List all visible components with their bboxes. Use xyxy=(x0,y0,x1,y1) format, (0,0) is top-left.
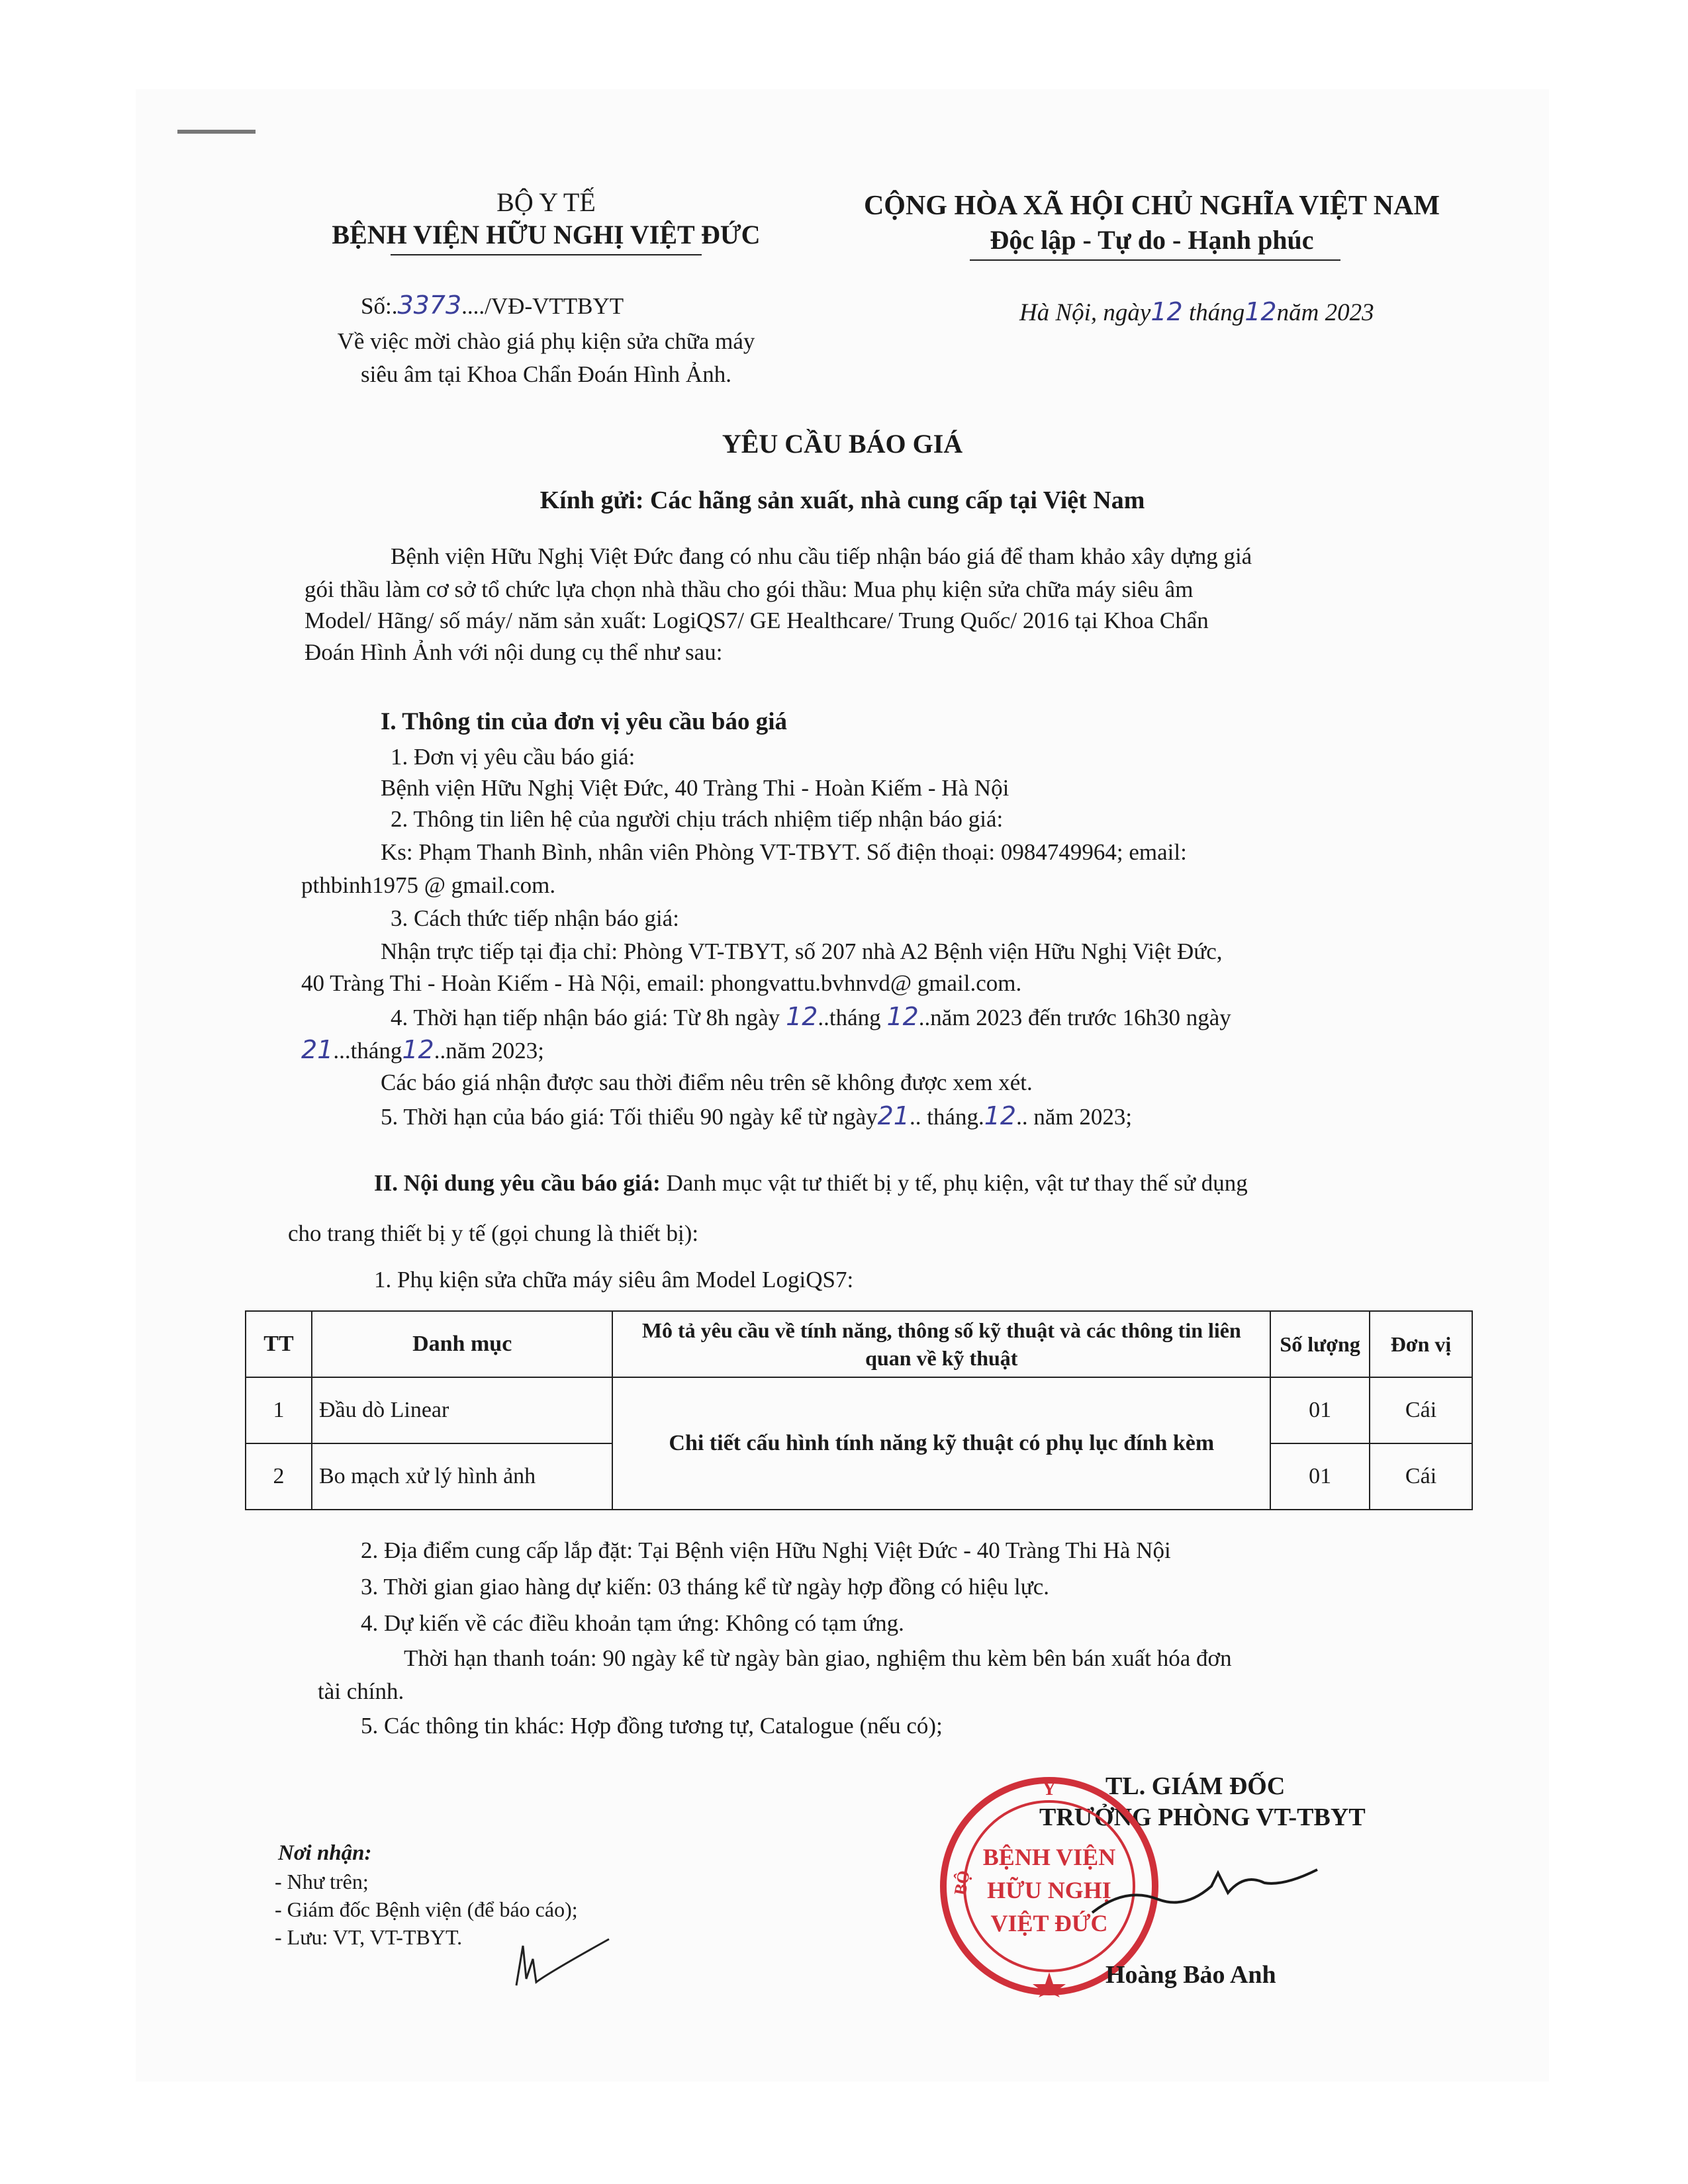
table-header-row xyxy=(246,1311,1472,1377)
document-number: Số:.3373..../VĐ-VTTBYT xyxy=(361,291,624,320)
date-line: Hà Nội, ngày12 tháng12năm 2023 xyxy=(1019,297,1374,326)
intro-line-2: gói thầu làm cơ sở tổ chức lựa chọn nhà thầu cho gói thầu: Mua phụ kiện sửa chữa máy siêu âm xyxy=(305,576,1194,602)
section-1-item-5: 5. Thời hạn của báo giá: Tối thiểu 90 ngày kể từ ngày21.. tháng.12.. năm 2023; xyxy=(381,1101,1133,1130)
handwritten-validity-month: 12 xyxy=(984,1101,1017,1130)
section-1-item-3-email: 40 Tràng Thi - Hoàn Kiếm - Hà Nội, email: phongvattu.bvhnvd@ gmail.com. xyxy=(301,970,1022,996)
row-unit: Cái xyxy=(1370,1377,1472,1443)
subject-line-1: Về việc mời chào giá phụ kiện sửa chữa máy xyxy=(337,328,755,354)
list-item-4: 4. Dự kiến về các điều khoản tạm ứng: Không có tạm ứng. xyxy=(361,1610,904,1636)
ministry-name: BỘ Y TẾ xyxy=(496,187,596,217)
seal-side-text: BỘ xyxy=(950,1868,974,1897)
section-1-item-2-label: 2. Thông tin liên hệ của người chịu trách nhiệm tiếp nhận báo giá: xyxy=(391,806,1004,832)
header-tt: TT xyxy=(246,1311,312,1377)
document-title: YÊU CẦU BÁO GIÁ xyxy=(722,429,963,459)
header-category: Danh mục xyxy=(312,1311,613,1377)
signer-name: Hoàng Bảo Anh xyxy=(1105,1961,1276,1989)
row-category: Đầu dò Linear xyxy=(312,1377,613,1443)
section-1-item-4-note: Các báo giá nhận được sau thời điểm nêu trên sẽ không được xem xét. xyxy=(381,1069,1033,1095)
row-category: Bo mạch xử lý hình ảnh xyxy=(312,1443,613,1510)
handwritten-number: 3373 xyxy=(397,291,462,320)
section-1-item-2-value: Ks: Phạm Thanh Bình, nhân viên Phòng VT-TBYT. Số điện thoại: 0984749964; email: xyxy=(381,839,1187,865)
seal-top-letter: Y xyxy=(1042,1779,1056,1799)
recipient-line-3: - Lưu: VT, VT-TBYT. xyxy=(275,1925,463,1949)
row-description: Chi tiết cấu hình tính năng kỹ thuật có phụ lục đính kèm xyxy=(612,1377,1270,1510)
seal-line-1: BỆNH VIỆN xyxy=(982,1844,1116,1870)
section-1-item-1-value: Bệnh viện Hữu Nghị Việt Đức, 40 Tràng Thi - Hoàn Kiếm - Hà Nội xyxy=(381,775,1009,801)
table-row xyxy=(246,1377,1472,1443)
handwritten-start-day: 12 xyxy=(786,1002,818,1031)
payment-terms-cont: tài chính. xyxy=(318,1678,404,1704)
subject-line-2: siêu âm tại Khoa Chẩn Đoán Hình Ảnh. xyxy=(361,361,731,387)
section-1-item-2-email: pthbinh1975 @ gmail.com. xyxy=(301,872,556,898)
handwritten-end-month: 12 xyxy=(402,1035,434,1064)
recipient-line-1: - Như trên; xyxy=(275,1870,369,1893)
hospital-underline xyxy=(391,254,702,255)
row-quantity: 01 xyxy=(1270,1377,1370,1443)
list-item-2: 2. Địa điểm cung cấp lắp đặt: Tại Bệnh viện Hữu Nghị Việt Đức - 40 Tràng Thi Hà Nội xyxy=(361,1537,1171,1563)
initials-signature xyxy=(503,1933,622,1992)
items-table xyxy=(245,1310,1473,1510)
handwritten-end-day: 21 xyxy=(301,1035,334,1064)
header-quantity: Số lượng xyxy=(1270,1311,1370,1377)
corner-mark xyxy=(177,130,256,134)
list-item-5: 5. Các thông tin khác: Hợp đồng tương tự, Catalogue (nếu có); xyxy=(361,1713,943,1739)
signature-title-1: TL. GIÁM ĐỐC xyxy=(1105,1772,1286,1800)
row-unit: Cái xyxy=(1370,1443,1472,1510)
section-1-item-4: 4. Thời hạn tiếp nhận báo giá: Từ 8h ngày 12..tháng 12..năm 2023 đến trước 16h30 ngày xyxy=(391,1002,1231,1031)
section-2-list-item-1: 1. Phụ kiện sửa chữa máy siêu âm Model LogiQS7: xyxy=(374,1267,854,1293)
row-tt: 2 xyxy=(246,1443,312,1510)
director-signature xyxy=(1086,1846,1324,1933)
motto-underline xyxy=(970,259,1340,261)
handwritten-start-month: 12 xyxy=(886,1002,919,1031)
section-2-intro-cont: cho trang thiết bị y tế (gọi chung là thiết bị): xyxy=(288,1220,699,1246)
section-1-item-3-value: Nhận trực tiếp tại địa chỉ: Phòng VT-TBYT, số 207 nhà A2 Bệnh viện Hữu Nghị Việt Đức, xyxy=(381,938,1223,964)
row-quantity: 01 xyxy=(1270,1443,1370,1510)
payment-terms: Thời hạn thanh toán: 90 ngày kể từ ngày bàn giao, nghiệm thu kèm bên bán xuất hóa đơn xyxy=(404,1645,1232,1671)
section-2-intro: II. Nội dung yêu cầu báo giá: Danh mục vật tư thiết bị y tế, phụ kiện, vật tư thay thế sử dụng xyxy=(374,1170,1248,1196)
handwritten-month: 12 xyxy=(1244,297,1277,326)
hospital-name: BỆNH VIỆN HỮU NGHỊ VIỆT ĐỨC xyxy=(332,220,761,250)
intro-line-4: Đoán Hình Ảnh với nội dung cụ thể như sau: xyxy=(305,639,723,665)
section-1-heading: I. Thông tin của đơn vị yêu cầu báo giá xyxy=(381,708,788,735)
national-motto: Độc lập - Tự do - Hạnh phúc xyxy=(990,225,1314,255)
seal-line-2: HỮU NGHỊ xyxy=(987,1877,1111,1903)
recipients-label: Nơi nhận: xyxy=(278,1841,372,1865)
list-item-3: 3. Thời gian giao hàng dự kiến: 03 tháng kể từ ngày hợp đồng có hiệu lực. xyxy=(361,1574,1050,1600)
handwritten-validity-day: 21 xyxy=(877,1101,910,1130)
section-1-item-1-label: 1. Đơn vị yêu cầu báo giá: xyxy=(391,744,635,770)
country-name: CỘNG HÒA XÃ HỘI CHỦ NGHĨA VIỆT NAM xyxy=(863,191,1440,221)
seal-line-3: VIỆT ĐỨC xyxy=(990,1910,1108,1936)
row-tt: 1 xyxy=(246,1377,312,1443)
intro-line-3: Model/ Hãng/ số máy/ năm sản xuất: LogiQS7/ GE Healthcare/ Trung Quốc/ 2016 tại Khoa Chẩn xyxy=(305,608,1209,633)
recipient-line: Kính gửi: Các hãng sản xuất, nhà cung cấp tại Việt Nam xyxy=(539,486,1145,514)
section-1-item-4-cont: 21...tháng12..năm 2023; xyxy=(301,1035,544,1064)
recipient-line-2: - Giám đốc Bệnh viện (để báo cáo); xyxy=(275,1897,578,1921)
section-1-item-3-label: 3. Cách thức tiếp nhận báo giá: xyxy=(391,905,679,931)
signature-title-2: TRƯỞNG PHÒNG VT-TBYT xyxy=(1039,1803,1366,1831)
header-unit: Đơn vị xyxy=(1370,1311,1472,1377)
header-description: Mô tả yêu cầu về tính năng, thông số kỹ thuật và các thông tin liên quan về kỹ thuật xyxy=(612,1311,1270,1377)
section-2-heading: II. Nội dung yêu cầu báo giá: xyxy=(374,1170,661,1196)
intro-line-1: Bệnh viện Hữu Nghị Việt Đức đang có nhu cầu tiếp nhận báo giá để tham khảo xây dựng giá xyxy=(391,543,1252,569)
handwritten-day: 12 xyxy=(1150,297,1183,326)
